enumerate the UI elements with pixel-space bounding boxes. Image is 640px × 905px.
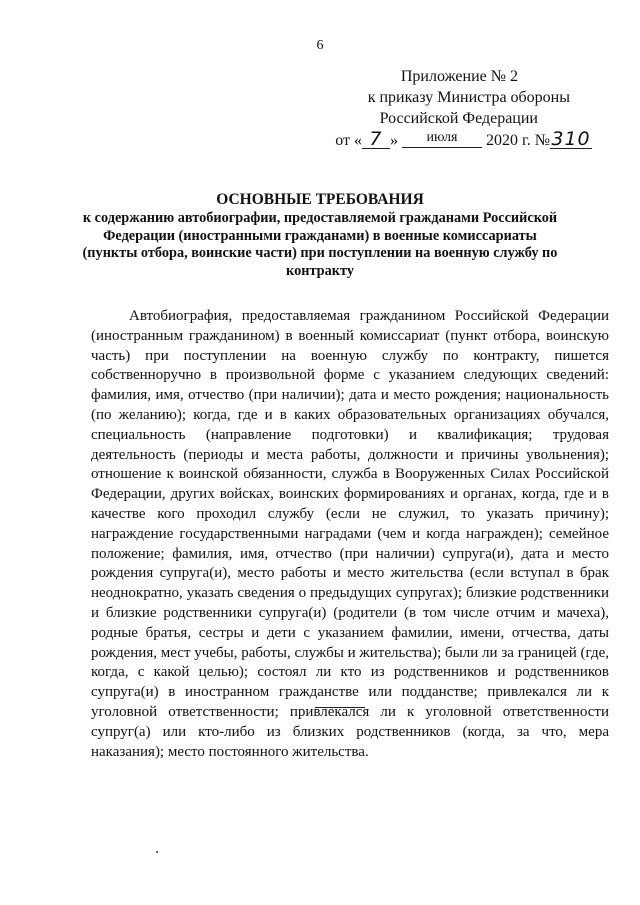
date-month: июля [402,129,482,148]
date-quote-close: » [389,132,398,149]
order-number-handwritten: 310 [551,128,591,150]
appendix-country: Российской Федерации [379,110,538,127]
appendix-title: Приложение № 2 [400,68,518,85]
date-day-handwritten: 7 [362,130,390,149]
heading-subtitle: к содержанию автобиографии, предоставляемой гражданами Российской Федерации (иностранными гражданами) в военные комиссариаты (пункты отбора, воинские части) при поступлении на военную службу по контракту [82,210,558,279]
body-paragraph: Автобиография, предоставляемая гражданином Российской Федерации (иностранным гражданином) в военный комиссариат (пункт отбора, воинскую часть) при поступлении на военную службу по контракту, пишется собственноручно в произвольной форме с указанием следующих сведений: фамилия, имя, отчество (при наличии); дата и место рождения; национальность (по желанию); когда, где и в каких образовательных организациях обучался, специальность (направление подготовки) и квалификация; трудовая деятельность (периоды и места работы, должности и причины увольнения); отношение к воинской обязанности, служба в Вооруженных Силах Российской Федерации, других войсках, воинских формированиях и органах, когда, где и в качестве кого проходил службу (если не служил, то указать причину); награждение государственными наградами (чем и когда награжден); семейное положение; фамилия, имя, отчество (при наличии) супруга(и), дата и место рождения супруга(и), место работы и место жительства (если вступал в брак неоднократно, указать сведения о предыдущих супругах); близкие родственники и близкие родственники супруга(и) (родители (в том числе отчим и мачеха), родные братья, сестры и дети с указанием фамилии, имени, отчества, даты рождения, мест учебы, работы, службы и жительства); были ли за границей (где, когда, с какой целью); состоял ли кто из родственников и родственников супруга(и) в иностранном гражданстве или подданстве; привлекался ли к уголовной ответственности; привлекался ли к уголовной ответственности супруг(а) или кто-либо из близких родственников (когда, за что, мера наказания); место постоянного жительства. [91,308,609,760]
date-prefix: от « [335,132,362,149]
date-year: 2020 г. № [485,132,550,149]
heading-title: ОСНОВНЫЕ ТРЕБОВАНИЯ [216,191,424,208]
page-number: 6 [316,38,324,53]
scan-speck [156,851,158,853]
document-heading [80,190,560,280]
appendix-date-line [335,130,592,152]
appendix-block [335,66,592,152]
appendix-order-ref: к приказу Министра обороны [367,89,570,106]
end-separator-line [315,707,365,708]
